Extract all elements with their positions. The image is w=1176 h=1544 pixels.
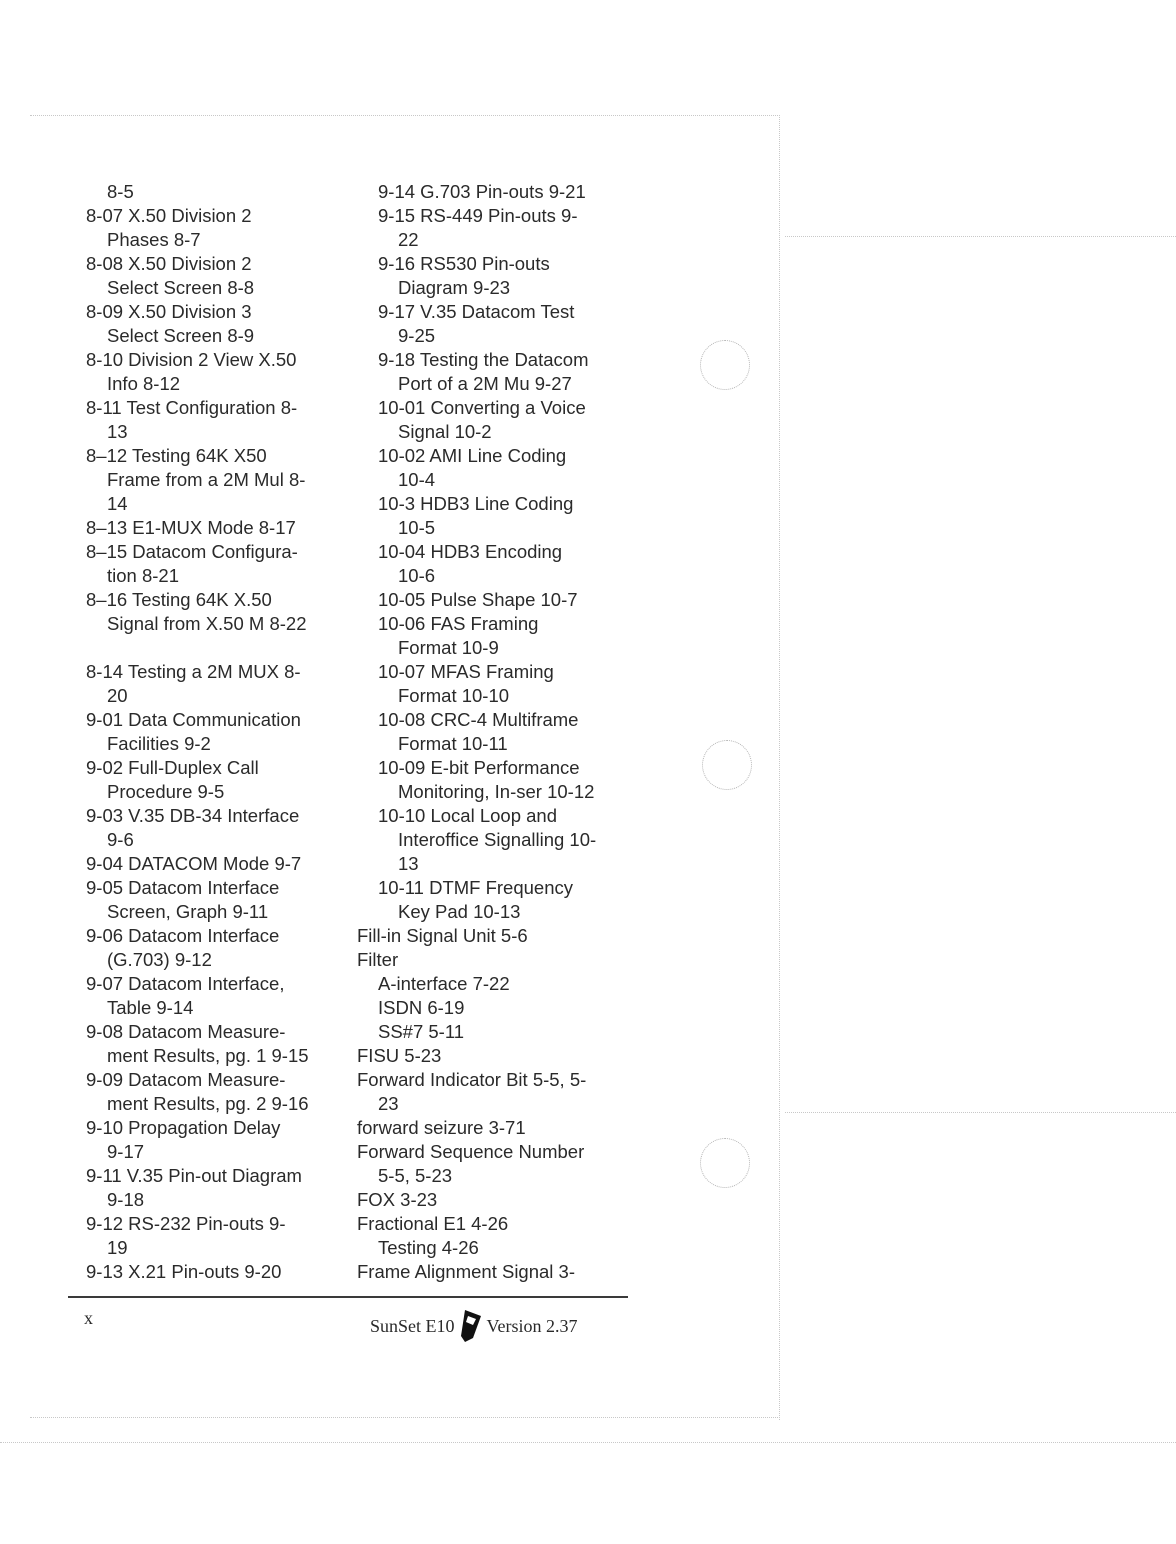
index-entry: 8–12 Testing 64K X50 bbox=[86, 445, 267, 466]
index-entry: 10-02 AMI Line Coding bbox=[378, 445, 567, 466]
index-entry: Format 10-10 bbox=[398, 685, 510, 706]
index-entry: Port of a 2M Mu 9-27 bbox=[398, 373, 572, 394]
index-entry: 9-02 Full-Duplex Call bbox=[86, 757, 259, 778]
index-entry: Format 10-11 bbox=[398, 733, 508, 754]
index-entry: Procedure 9-5 bbox=[107, 781, 225, 802]
index-entry: Interoffice Signalling 10- bbox=[398, 829, 597, 850]
index-entry: 8-08 X.50 Division 2 bbox=[86, 253, 252, 274]
index-entry: Fractional E1 4-26 bbox=[357, 1213, 509, 1234]
index-entry: Info 8-12 bbox=[107, 373, 181, 394]
index-entry: 10-09 E-bit Performance bbox=[378, 757, 580, 778]
index-entry: 10-3 HDB3 Line Coding bbox=[378, 493, 574, 514]
index-entry: Filter bbox=[357, 949, 399, 970]
index-entry: 8-09 X.50 Division 3 bbox=[86, 301, 252, 322]
index-entry: Table 9-14 bbox=[107, 997, 194, 1018]
index-entry: 8-07 X.50 Division 2 bbox=[86, 205, 252, 226]
index-entry: 8-10 Division 2 View X.50 bbox=[86, 349, 297, 370]
page-edge-top bbox=[30, 115, 780, 116]
index-entry: 10-5 bbox=[398, 517, 436, 538]
index-entry: 9-10 Propagation Delay bbox=[86, 1117, 281, 1138]
index-entry: Signal from X.50 M 8-22 bbox=[107, 613, 307, 634]
index-entry: 9-08 Datacom Measure- bbox=[86, 1021, 286, 1042]
index-entry: 9-11 V.35 Pin-out Diagram bbox=[86, 1165, 302, 1186]
index-entry: 23 bbox=[378, 1093, 399, 1114]
index-entry: Facilities 9-2 bbox=[107, 733, 211, 754]
index-entry: 19 bbox=[107, 1237, 128, 1258]
index-entry: 9-17 bbox=[107, 1141, 145, 1162]
page-edge-bottom bbox=[30, 1417, 780, 1418]
index-entry: 9-09 Datacom Measure- bbox=[86, 1069, 286, 1090]
index-entry: 9-06 Datacom Interface bbox=[86, 925, 280, 946]
binder-hole-top bbox=[700, 340, 750, 390]
scan-edge-mid-right bbox=[785, 1112, 1176, 1113]
index-entry: 10-08 CRC-4 Multiframe bbox=[378, 709, 579, 730]
index-column-right bbox=[357, 180, 632, 1284]
index-entry: 8–13 E1-MUX Mode 8-17 bbox=[86, 517, 296, 538]
footer-product-version bbox=[370, 1308, 578, 1344]
index-entry: 10-07 MFAS Framing bbox=[378, 661, 554, 682]
index-entry: 9-05 Datacom Interface bbox=[86, 877, 280, 898]
index-entry: tion 8-21 bbox=[107, 565, 179, 586]
page-number: x bbox=[84, 1308, 93, 1328]
index-entry: Frame from a 2M Mul 8- bbox=[107, 469, 306, 490]
index-entry: 10-10 Local Loop and bbox=[378, 805, 557, 826]
index-entry: Screen, Graph 9-11 bbox=[107, 901, 269, 922]
footer-rule bbox=[68, 1296, 628, 1298]
index-entry: SS#7 5-11 bbox=[378, 1021, 465, 1042]
index-entry: 9-15 RS-449 Pin-outs 9- bbox=[378, 205, 578, 226]
index-entry: 9-04 DATACOM Mode 9-7 bbox=[86, 853, 302, 874]
index-entry: Key Pad 10-13 bbox=[398, 901, 521, 922]
index-entry: 9-14 G.703 Pin-outs 9-21 bbox=[378, 181, 586, 202]
index-entry: 13 bbox=[398, 853, 419, 874]
scan-edge-bottom bbox=[0, 1442, 1176, 1443]
index-entry: 9-25 bbox=[398, 325, 436, 346]
index-entry: 10-01 Converting a Voice bbox=[378, 397, 586, 418]
index-entry: 9-18 Testing the Datacom bbox=[378, 349, 589, 370]
index-entry: ISDN 6-19 bbox=[378, 997, 465, 1018]
index-entry: 9-01 Data Communication bbox=[86, 709, 301, 730]
index-entry: FISU 5-23 bbox=[357, 1045, 442, 1066]
index-entry: 10-6 bbox=[398, 565, 436, 586]
index-entry: 10-04 HDB3 Encoding bbox=[378, 541, 563, 562]
index-entry: 10-06 FAS Framing bbox=[378, 613, 539, 634]
index-entry: 9-03 V.35 DB-34 Interface bbox=[86, 805, 300, 826]
index-entry: 20 bbox=[107, 685, 128, 706]
index-entry: Forward Sequence Number bbox=[357, 1141, 585, 1162]
index-entry: FOX 3-23 bbox=[357, 1189, 438, 1210]
sunset-handheld-logo-icon bbox=[459, 1308, 483, 1344]
index-entry: 10-4 bbox=[398, 469, 436, 490]
index-entry: forward seizure 3-71 bbox=[357, 1117, 526, 1138]
index-entry: (G.703) 9-12 bbox=[107, 949, 212, 970]
index-entry: Testing 4-26 bbox=[378, 1237, 479, 1258]
index-entry: 9-13 X.21 Pin-outs 9-20 bbox=[86, 1261, 282, 1282]
index-entry: 8-5 bbox=[107, 181, 134, 202]
product-name: SunSet E10 bbox=[370, 1315, 455, 1336]
index-entry: A-interface 7-22 bbox=[378, 973, 510, 994]
index-entry: Signal 10-2 bbox=[398, 421, 492, 442]
index-entry: 8–15 Datacom Configura- bbox=[86, 541, 298, 562]
index-entry: ment Results, pg. 1 9-15 bbox=[107, 1045, 309, 1066]
version-label: Version 2.37 bbox=[486, 1315, 578, 1336]
index-entry: 10-05 Pulse Shape 10-7 bbox=[378, 589, 578, 610]
page-edge-right bbox=[779, 115, 780, 1420]
index-entry: 22 bbox=[398, 229, 419, 250]
index-entry: 8-11 Test Configuration 8- bbox=[86, 397, 298, 418]
scan-edge-top-right bbox=[785, 236, 1176, 237]
index-entry: Format 10-9 bbox=[398, 637, 499, 658]
index-entry: 9-17 V.35 Datacom Test bbox=[378, 301, 575, 322]
index-entry: 9-6 bbox=[107, 829, 134, 850]
index-entry: Monitoring, In-ser 10-12 bbox=[398, 781, 595, 802]
index-entry: Select Screen 8-9 bbox=[107, 325, 255, 346]
index-entry: 9-18 bbox=[107, 1189, 145, 1210]
index-entry: Phases 8-7 bbox=[107, 229, 201, 250]
index-entry: 8-14 Testing a 2M MUX 8- bbox=[86, 661, 301, 682]
index-entry: Frame Alignment Signal 3- bbox=[357, 1261, 575, 1282]
index-entry: Forward Indicator Bit 5-5, 5- bbox=[357, 1069, 587, 1090]
index-entry: 13 bbox=[107, 421, 128, 442]
index-entry: 8–16 Testing 64K X.50 bbox=[86, 589, 272, 610]
index-entry bbox=[86, 636, 386, 660]
index-entry: Fill-in Signal Unit 5-6 bbox=[357, 925, 528, 946]
binder-hole-bottom bbox=[700, 1138, 750, 1188]
index-entry: Diagram 9-23 bbox=[398, 277, 511, 298]
index-column-left bbox=[86, 180, 386, 1284]
index-entry: 9-16 RS530 Pin-outs bbox=[378, 253, 550, 274]
index-entry: ment Results, pg. 2 9-16 bbox=[107, 1093, 309, 1114]
index-entry: 9-07 Datacom Interface, bbox=[86, 973, 285, 994]
index-entry: Select Screen 8-8 bbox=[107, 277, 255, 298]
index-entry: 14 bbox=[107, 493, 128, 514]
index-entry: 10-11 DTMF Frequency bbox=[378, 877, 573, 898]
binder-hole-middle bbox=[702, 740, 752, 790]
index-entry: 9-12 RS-232 Pin-outs 9- bbox=[86, 1213, 286, 1234]
index-entry: 5-5, 5-23 bbox=[378, 1165, 453, 1186]
